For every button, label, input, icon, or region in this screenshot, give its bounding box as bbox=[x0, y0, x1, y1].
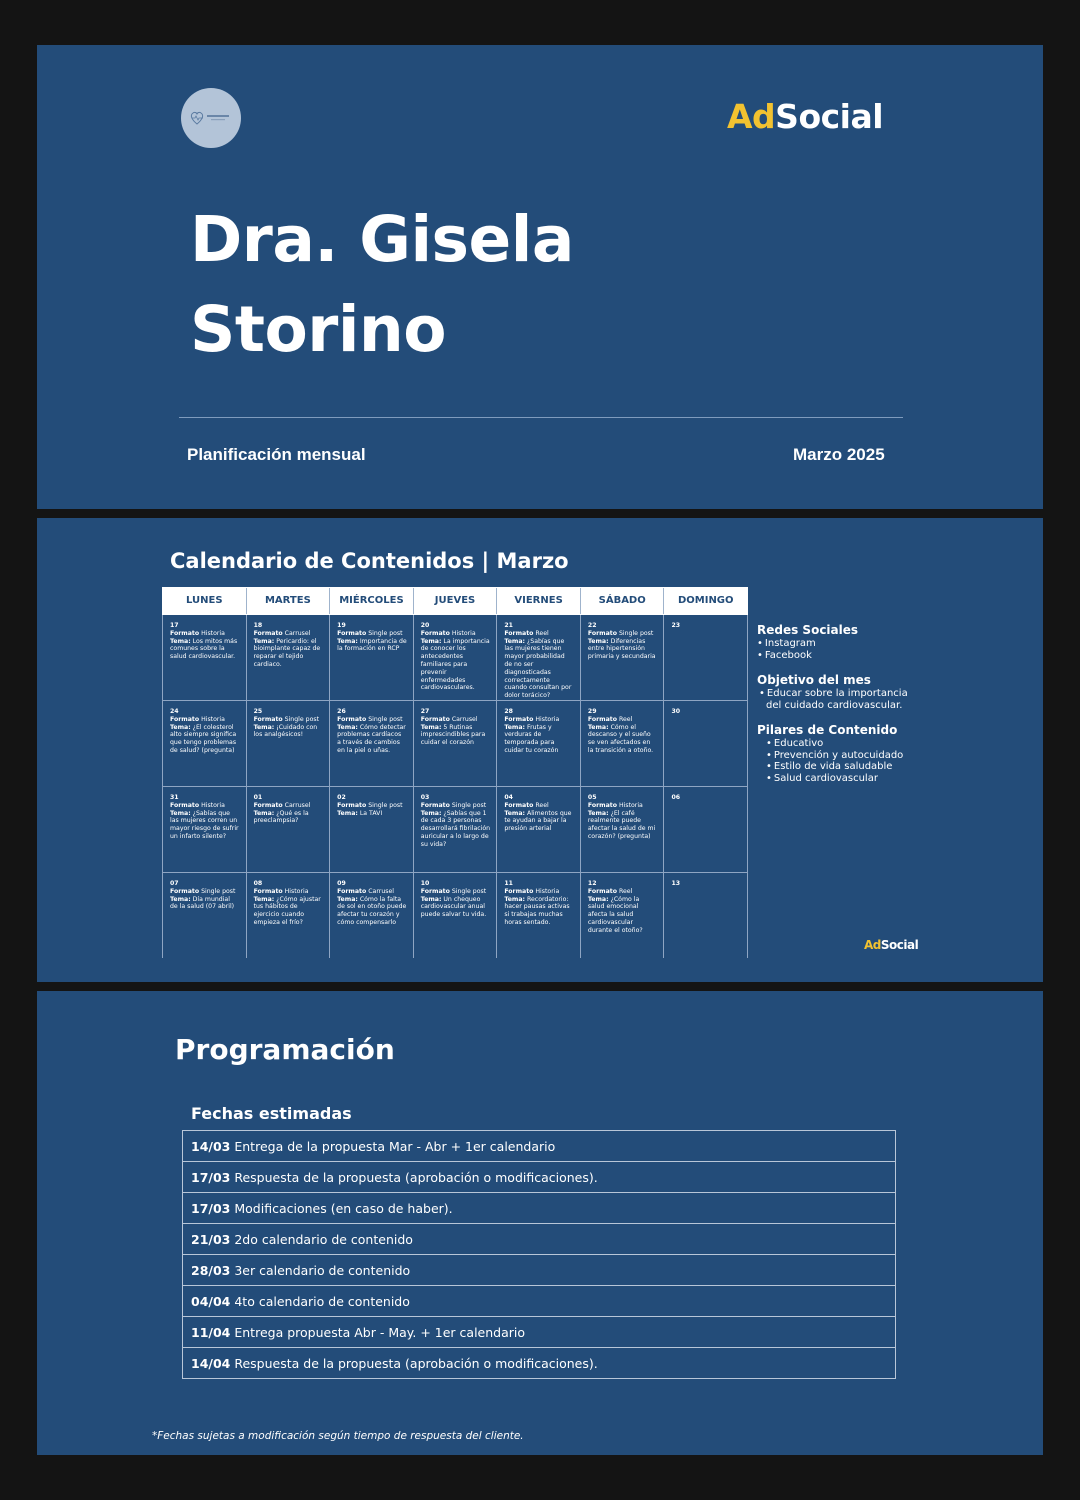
day-number: 18 bbox=[253, 622, 263, 629]
calendar-day-cell bbox=[246, 701, 330, 786]
topic-label: Tema: bbox=[420, 809, 442, 817]
post-topic bbox=[337, 724, 407, 755]
format-label: Formato bbox=[504, 715, 534, 723]
calendar-day-cell bbox=[580, 615, 664, 700]
post-format bbox=[504, 630, 574, 638]
day-number: 13 bbox=[671, 880, 681, 887]
programacion-title: Programación bbox=[175, 1033, 395, 1066]
pilares-list bbox=[757, 738, 917, 784]
format-value: Single post bbox=[284, 715, 320, 723]
schedule-table bbox=[182, 1130, 896, 1379]
topic-label: Tema: bbox=[170, 809, 191, 817]
post-topic bbox=[588, 724, 658, 755]
topic-value: Alimentos que te ayudan a bajar la presión arterial bbox=[504, 809, 572, 833]
post-topic bbox=[337, 810, 407, 818]
format-value: Historia bbox=[201, 801, 225, 809]
post-topic bbox=[421, 896, 491, 919]
topic-value: Cómo detectar problemas cardíacos a través de cambios en la piel o uñas. bbox=[337, 723, 406, 754]
post-format bbox=[421, 888, 491, 896]
format-value: Single post bbox=[368, 629, 403, 637]
day-number: 01 bbox=[253, 794, 263, 801]
topic-label: Tema: bbox=[170, 895, 191, 903]
post-topic bbox=[337, 638, 407, 654]
post-format bbox=[504, 716, 574, 724]
format-label: Formato bbox=[170, 801, 200, 809]
format-label: Formato bbox=[504, 887, 534, 895]
post-topic bbox=[504, 638, 574, 700]
schedule-date: 11/04 bbox=[191, 1324, 231, 1340]
topic-label: Tema: bbox=[337, 723, 358, 731]
format-label: Formato bbox=[337, 887, 367, 895]
day-number: 17 bbox=[170, 622, 179, 629]
format-value: Carrusel bbox=[284, 629, 311, 637]
topic-label: Tema: bbox=[587, 723, 609, 731]
format-label: Formato bbox=[420, 629, 450, 637]
post-topic bbox=[421, 638, 491, 693]
schedule-slide bbox=[37, 991, 1043, 1455]
topic-value: Un chequeo cardiovascular anual puede salvar tu vida. bbox=[420, 895, 487, 919]
format-value: Historia bbox=[201, 715, 225, 723]
post-format bbox=[337, 802, 407, 810]
objetivo-list bbox=[757, 688, 917, 711]
format-value: Historia bbox=[284, 887, 309, 895]
format-value: Single post bbox=[451, 801, 487, 809]
schedule-text: Modificaciones (en caso de haber). bbox=[234, 1200, 453, 1216]
cover-subtitle: Planificación mensual bbox=[187, 445, 366, 464]
post-format bbox=[170, 888, 240, 896]
objetivo-title: Objetivo del mes bbox=[757, 673, 871, 687]
post-format bbox=[170, 802, 240, 810]
format-value: Historia bbox=[451, 629, 476, 637]
topic-label: Tema: bbox=[420, 895, 442, 903]
format-label: Formato bbox=[504, 629, 534, 637]
post-format bbox=[254, 630, 324, 638]
format-value: Historia bbox=[535, 715, 560, 723]
post-format bbox=[421, 630, 491, 638]
calendar-week-row bbox=[162, 873, 748, 958]
topic-label: Tema: bbox=[253, 723, 275, 731]
post-topic bbox=[504, 896, 574, 927]
day-number: 28 bbox=[504, 708, 513, 715]
day-number: 08 bbox=[253, 880, 263, 887]
post-format bbox=[337, 716, 407, 724]
post-format bbox=[337, 630, 407, 638]
topic-value: Importancia de la formación en RCP bbox=[337, 637, 407, 653]
post-format bbox=[588, 630, 658, 638]
cover-divider bbox=[179, 417, 903, 418]
day-number: 26 bbox=[337, 708, 346, 715]
topic-value: ¿Cómo la salud emocional afecta la salud cardiovascular durante el otoño? bbox=[587, 895, 643, 934]
day-number: 25 bbox=[253, 708, 263, 715]
format-value: Carrusel bbox=[368, 887, 394, 895]
post-format bbox=[254, 716, 324, 724]
post-topic bbox=[504, 724, 574, 755]
day-header: SÁBADO bbox=[581, 588, 665, 614]
calendar-day-cell bbox=[162, 873, 246, 958]
day-header: JUEVES bbox=[414, 588, 498, 614]
calendar-day-cell bbox=[162, 701, 246, 786]
day-number: 23 bbox=[671, 622, 681, 629]
topic-value: ¿Sabías que las mujeres tienen mayor probabilidad de no ser diagnosticadas correctamente cuando consultan por dolor torácico? bbox=[504, 637, 572, 700]
format-label: Formato bbox=[587, 801, 617, 809]
schedule-row bbox=[183, 1162, 895, 1193]
format-value: Reel bbox=[535, 629, 549, 637]
calendar-day-cell bbox=[580, 873, 664, 958]
schedule-row bbox=[183, 1131, 895, 1162]
day-header: LUNES bbox=[163, 588, 247, 614]
schedule-date: 28/03 bbox=[191, 1262, 231, 1278]
format-label: Formato bbox=[420, 887, 450, 895]
redes-title: Redes Sociales bbox=[757, 623, 859, 637]
day-number: 06 bbox=[671, 794, 681, 801]
day-header: VIERNES bbox=[497, 588, 581, 614]
topic-label: Tema: bbox=[337, 895, 358, 903]
schedule-date: 14/04 bbox=[191, 1355, 231, 1371]
calendar-day-cell bbox=[329, 787, 413, 872]
day-number: 12 bbox=[587, 880, 597, 887]
format-label: Formato bbox=[420, 801, 450, 809]
post-format bbox=[421, 802, 491, 810]
post-topic bbox=[170, 896, 240, 912]
calendar-sidebar bbox=[757, 623, 917, 796]
format-label: Formato bbox=[170, 887, 200, 895]
day-number: 10 bbox=[420, 880, 430, 887]
day-number: 02 bbox=[337, 794, 346, 801]
calendar-day-cell bbox=[246, 615, 330, 700]
post-format bbox=[170, 630, 240, 638]
format-label: Formato bbox=[337, 801, 367, 809]
topic-value: Frutas y verduras de temporada para cuidar tu corazón bbox=[504, 723, 559, 754]
adsocial-logo: AdSocial bbox=[727, 97, 884, 136]
topic-label: Tema: bbox=[587, 809, 609, 817]
topic-label: Tema: bbox=[253, 895, 275, 903]
red-social-item: • Instagram bbox=[757, 638, 917, 650]
schedule-row bbox=[183, 1255, 895, 1286]
calendar-day-cell bbox=[580, 701, 664, 786]
schedule-text: 2do calendario de contenido bbox=[234, 1231, 413, 1247]
calendar-day-cell bbox=[663, 701, 748, 786]
pilar-item: • Salud cardiovascular bbox=[757, 773, 917, 785]
post-topic bbox=[254, 638, 324, 669]
format-label: Formato bbox=[253, 629, 283, 637]
schedule-date: 14/03 bbox=[191, 1138, 231, 1154]
topic-value: Los mitos más comunes sobre la salud cardiovascular. bbox=[170, 637, 238, 661]
calendar-title: Calendario de Contenidos | Marzo bbox=[170, 549, 569, 573]
format-label: Formato bbox=[253, 715, 283, 723]
post-format bbox=[588, 716, 658, 724]
format-label: Formato bbox=[170, 629, 200, 637]
calendar-week-row bbox=[162, 701, 748, 787]
topic-value: ¿Sabías que 1 de cada 3 personas desarrollará fibrilación auricular a lo largo de su vida? bbox=[420, 809, 491, 848]
calendar-day-cell bbox=[663, 615, 748, 700]
pilar-item: • Estilo de vida saludable bbox=[757, 761, 917, 773]
format-value: Historia bbox=[618, 801, 643, 809]
post-topic bbox=[254, 810, 324, 826]
calendar-day-cell bbox=[246, 787, 330, 872]
calendar-day-cell bbox=[329, 873, 413, 958]
post-topic bbox=[337, 896, 407, 927]
topic-label: Tema: bbox=[504, 809, 526, 817]
topic-value: ¿Cómo ajustar tus hábitos de ejercicio cuando empieza el frío? bbox=[253, 895, 321, 926]
calendar-day-cell bbox=[663, 787, 748, 872]
calendar-day-cell bbox=[496, 787, 580, 872]
day-number: 05 bbox=[587, 794, 597, 801]
schedule-row bbox=[183, 1317, 895, 1348]
day-number: 07 bbox=[170, 880, 179, 887]
topic-label: Tema: bbox=[253, 637, 275, 645]
calendar-day-cell bbox=[329, 701, 413, 786]
post-format bbox=[254, 888, 324, 896]
schedule-text: Entrega de la propuesta Mar - Abr + 1er calendario bbox=[234, 1138, 556, 1154]
pilar-item: • Educativo bbox=[757, 738, 917, 750]
calendar-day-cell bbox=[413, 701, 497, 786]
post-topic bbox=[254, 724, 324, 740]
topic-value: Recordatorio: hacer pausas activas si trabajas muchas horas sentado. bbox=[504, 895, 570, 926]
format-label: Formato bbox=[253, 887, 283, 895]
client-logo bbox=[181, 88, 241, 148]
topic-value: Cómo el descanso y el sueño se ven afectados en la transición a otoño. bbox=[587, 723, 654, 754]
topic-value: Día mundial de la salud (07 abril) bbox=[170, 895, 235, 911]
format-value: Historia bbox=[535, 887, 560, 895]
post-topic bbox=[421, 810, 491, 849]
day-number: 30 bbox=[671, 708, 681, 715]
format-value: Single post bbox=[451, 887, 487, 895]
topic-value: ¡Cuidado con los analgésicos! bbox=[253, 723, 318, 739]
post-topic bbox=[254, 896, 324, 927]
topic-value: Diferencias entre hipertensión primaria y secundaria bbox=[587, 637, 656, 661]
post-topic bbox=[421, 724, 491, 747]
schedule-date: 04/04 bbox=[191, 1293, 231, 1309]
day-number: 29 bbox=[587, 708, 597, 715]
post-topic bbox=[504, 810, 574, 833]
format-label: Formato bbox=[170, 715, 200, 723]
footnote: *Fechas sujetas a modificación según tiempo de respuesta del cliente. bbox=[152, 1430, 524, 1442]
format-label: Formato bbox=[587, 629, 617, 637]
calendar-day-cell bbox=[162, 615, 246, 700]
objetivo-item: • Educar sobre la importancia del cuidado cardiovascular. bbox=[757, 688, 917, 711]
topic-label: Tema: bbox=[587, 637, 609, 645]
format-label: Formato bbox=[337, 715, 367, 723]
topic-value: Pericardio: el bioimplante capaz de reparar el tejido cardiaco. bbox=[253, 637, 321, 668]
redes-list bbox=[757, 638, 917, 661]
format-value: Single post bbox=[618, 629, 654, 637]
day-header: DOMINGO bbox=[677, 595, 734, 606]
heart-logo-icon bbox=[189, 108, 233, 128]
calendar-week-row bbox=[162, 615, 748, 701]
schedule-text: 3er calendario de contenido bbox=[234, 1262, 411, 1278]
day-number: 09 bbox=[337, 880, 346, 887]
calendar-day-cell bbox=[496, 615, 580, 700]
format-label: Formato bbox=[420, 715, 450, 723]
day-number: 31 bbox=[170, 794, 179, 801]
day-header: MIÉRCOLES bbox=[330, 588, 414, 614]
format-value: Reel bbox=[618, 887, 633, 895]
format-value: Single post bbox=[368, 715, 403, 723]
calendar-day-cell bbox=[496, 701, 580, 786]
calendar-day-cell bbox=[496, 873, 580, 958]
post-topic bbox=[170, 638, 240, 661]
fechas-subtitle: Fechas estimadas bbox=[191, 1104, 352, 1123]
day-number: 19 bbox=[337, 622, 346, 629]
format-label: Formato bbox=[253, 801, 283, 809]
red-social-item: • Facebook bbox=[757, 650, 917, 662]
day-number: 11 bbox=[504, 880, 513, 887]
calendar-day-cell bbox=[413, 873, 497, 958]
post-format bbox=[588, 888, 658, 896]
calendar-day-cell bbox=[162, 787, 246, 872]
format-label: Formato bbox=[587, 887, 617, 895]
post-format bbox=[421, 716, 491, 724]
calendar-day-cell bbox=[663, 873, 748, 958]
topic-value: La importancia de conocer los antecedentes familiares para prevenir enfermedades cardiovasculares. bbox=[420, 637, 490, 692]
topic-value: ¿Sabías que las mujeres corren un mayor riesgo de sufrir un infarto silente? bbox=[170, 809, 239, 840]
format-value: Carrusel bbox=[451, 715, 478, 723]
calendar-day-cell bbox=[413, 615, 497, 700]
day-header: MARTES bbox=[247, 588, 331, 614]
format-value: Reel bbox=[535, 801, 549, 809]
cover-slide bbox=[37, 45, 1043, 509]
post-topic bbox=[170, 810, 240, 841]
content-calendar bbox=[162, 587, 748, 958]
pilar-item: • Prevención y autocuidado bbox=[757, 750, 917, 762]
day-number: 20 bbox=[420, 622, 430, 629]
format-value: Single post bbox=[368, 801, 403, 809]
day-number: 03 bbox=[420, 794, 430, 801]
post-topic bbox=[588, 638, 658, 661]
calendar-slide bbox=[37, 518, 1043, 982]
calendar-week-row bbox=[162, 787, 748, 873]
day-number: 24 bbox=[170, 708, 179, 715]
schedule-date: 17/03 bbox=[191, 1200, 231, 1216]
format-value: Carrusel bbox=[284, 801, 311, 809]
topic-label: Tema: bbox=[253, 809, 275, 817]
calendar-day-cell bbox=[580, 787, 664, 872]
schedule-text: Respuesta de la propuesta (aprobación o modificaciones). bbox=[234, 1355, 598, 1371]
post-topic bbox=[588, 896, 658, 935]
pilares-title: Pilares de Contenido bbox=[757, 723, 898, 737]
doctor-name-title: Dra. Gisela Storino bbox=[190, 203, 574, 366]
day-number: 27 bbox=[420, 708, 430, 715]
topic-label: Tema: bbox=[504, 895, 526, 903]
format-label: Formato bbox=[337, 629, 367, 637]
format-value: Reel bbox=[618, 715, 633, 723]
post-format bbox=[504, 888, 574, 896]
calendar-day-cell bbox=[246, 873, 330, 958]
format-label: Formato bbox=[587, 715, 617, 723]
schedule-text: 4to calendario de contenido bbox=[234, 1293, 410, 1309]
post-topic bbox=[170, 724, 240, 755]
post-format bbox=[337, 888, 407, 896]
topic-value: 5 Rutinas imprescindibles para cuidar el corazón bbox=[420, 723, 486, 747]
topic-value: La TAVI bbox=[359, 809, 383, 817]
topic-value: ¿El café realmente puede afectar la salud de mi corazón? (pregunta) bbox=[587, 809, 656, 840]
topic-label: Tema: bbox=[337, 809, 358, 817]
schedule-row bbox=[183, 1224, 895, 1255]
topic-label: Tema: bbox=[587, 895, 609, 903]
day-number: 04 bbox=[504, 794, 513, 801]
topic-value: Cómo la falta de sol en otoño puede afectar tu corazón y cómo compensarlo bbox=[337, 895, 407, 926]
topic-label: Tema: bbox=[170, 723, 191, 731]
schedule-row bbox=[183, 1286, 895, 1317]
calendar-body bbox=[162, 615, 748, 958]
topic-label: Tema: bbox=[420, 637, 442, 645]
day-number: 21 bbox=[504, 622, 513, 629]
schedule-row bbox=[183, 1193, 895, 1224]
schedule-text: Respuesta de la propuesta (aprobación o modificaciones). bbox=[234, 1169, 598, 1185]
format-value: Single post bbox=[201, 887, 236, 895]
day-number: 22 bbox=[587, 622, 597, 629]
topic-value: ¿Qué es la preeclampsia? bbox=[253, 809, 309, 825]
adsocial-logo-small: AdSocial bbox=[864, 938, 919, 952]
schedule-text: Entrega propuesta Abr - May. + 1er calendario bbox=[234, 1324, 526, 1340]
topic-label: Tema: bbox=[170, 637, 191, 645]
calendar-header bbox=[162, 587, 748, 615]
post-format bbox=[170, 716, 240, 724]
topic-value: ¿El colesterol alto siempre significa que tengo problemas de salud? (pregunta) bbox=[170, 723, 237, 754]
topic-label: Tema: bbox=[337, 637, 358, 645]
schedule-date: 17/03 bbox=[191, 1169, 231, 1185]
format-value: Historia bbox=[201, 629, 225, 637]
cover-date: Marzo 2025 bbox=[793, 445, 885, 464]
topic-label: Tema: bbox=[504, 637, 526, 645]
topic-label: Tema: bbox=[504, 723, 526, 731]
calendar-day-cell bbox=[329, 615, 413, 700]
post-format bbox=[588, 802, 658, 810]
calendar-day-cell bbox=[413, 787, 497, 872]
schedule-date: 21/03 bbox=[191, 1231, 231, 1247]
post-format bbox=[254, 802, 324, 810]
post-topic bbox=[588, 810, 658, 841]
schedule-row bbox=[183, 1348, 895, 1378]
post-format bbox=[504, 802, 574, 810]
topic-label: Tema: bbox=[420, 723, 442, 731]
format-label: Formato bbox=[504, 801, 534, 809]
